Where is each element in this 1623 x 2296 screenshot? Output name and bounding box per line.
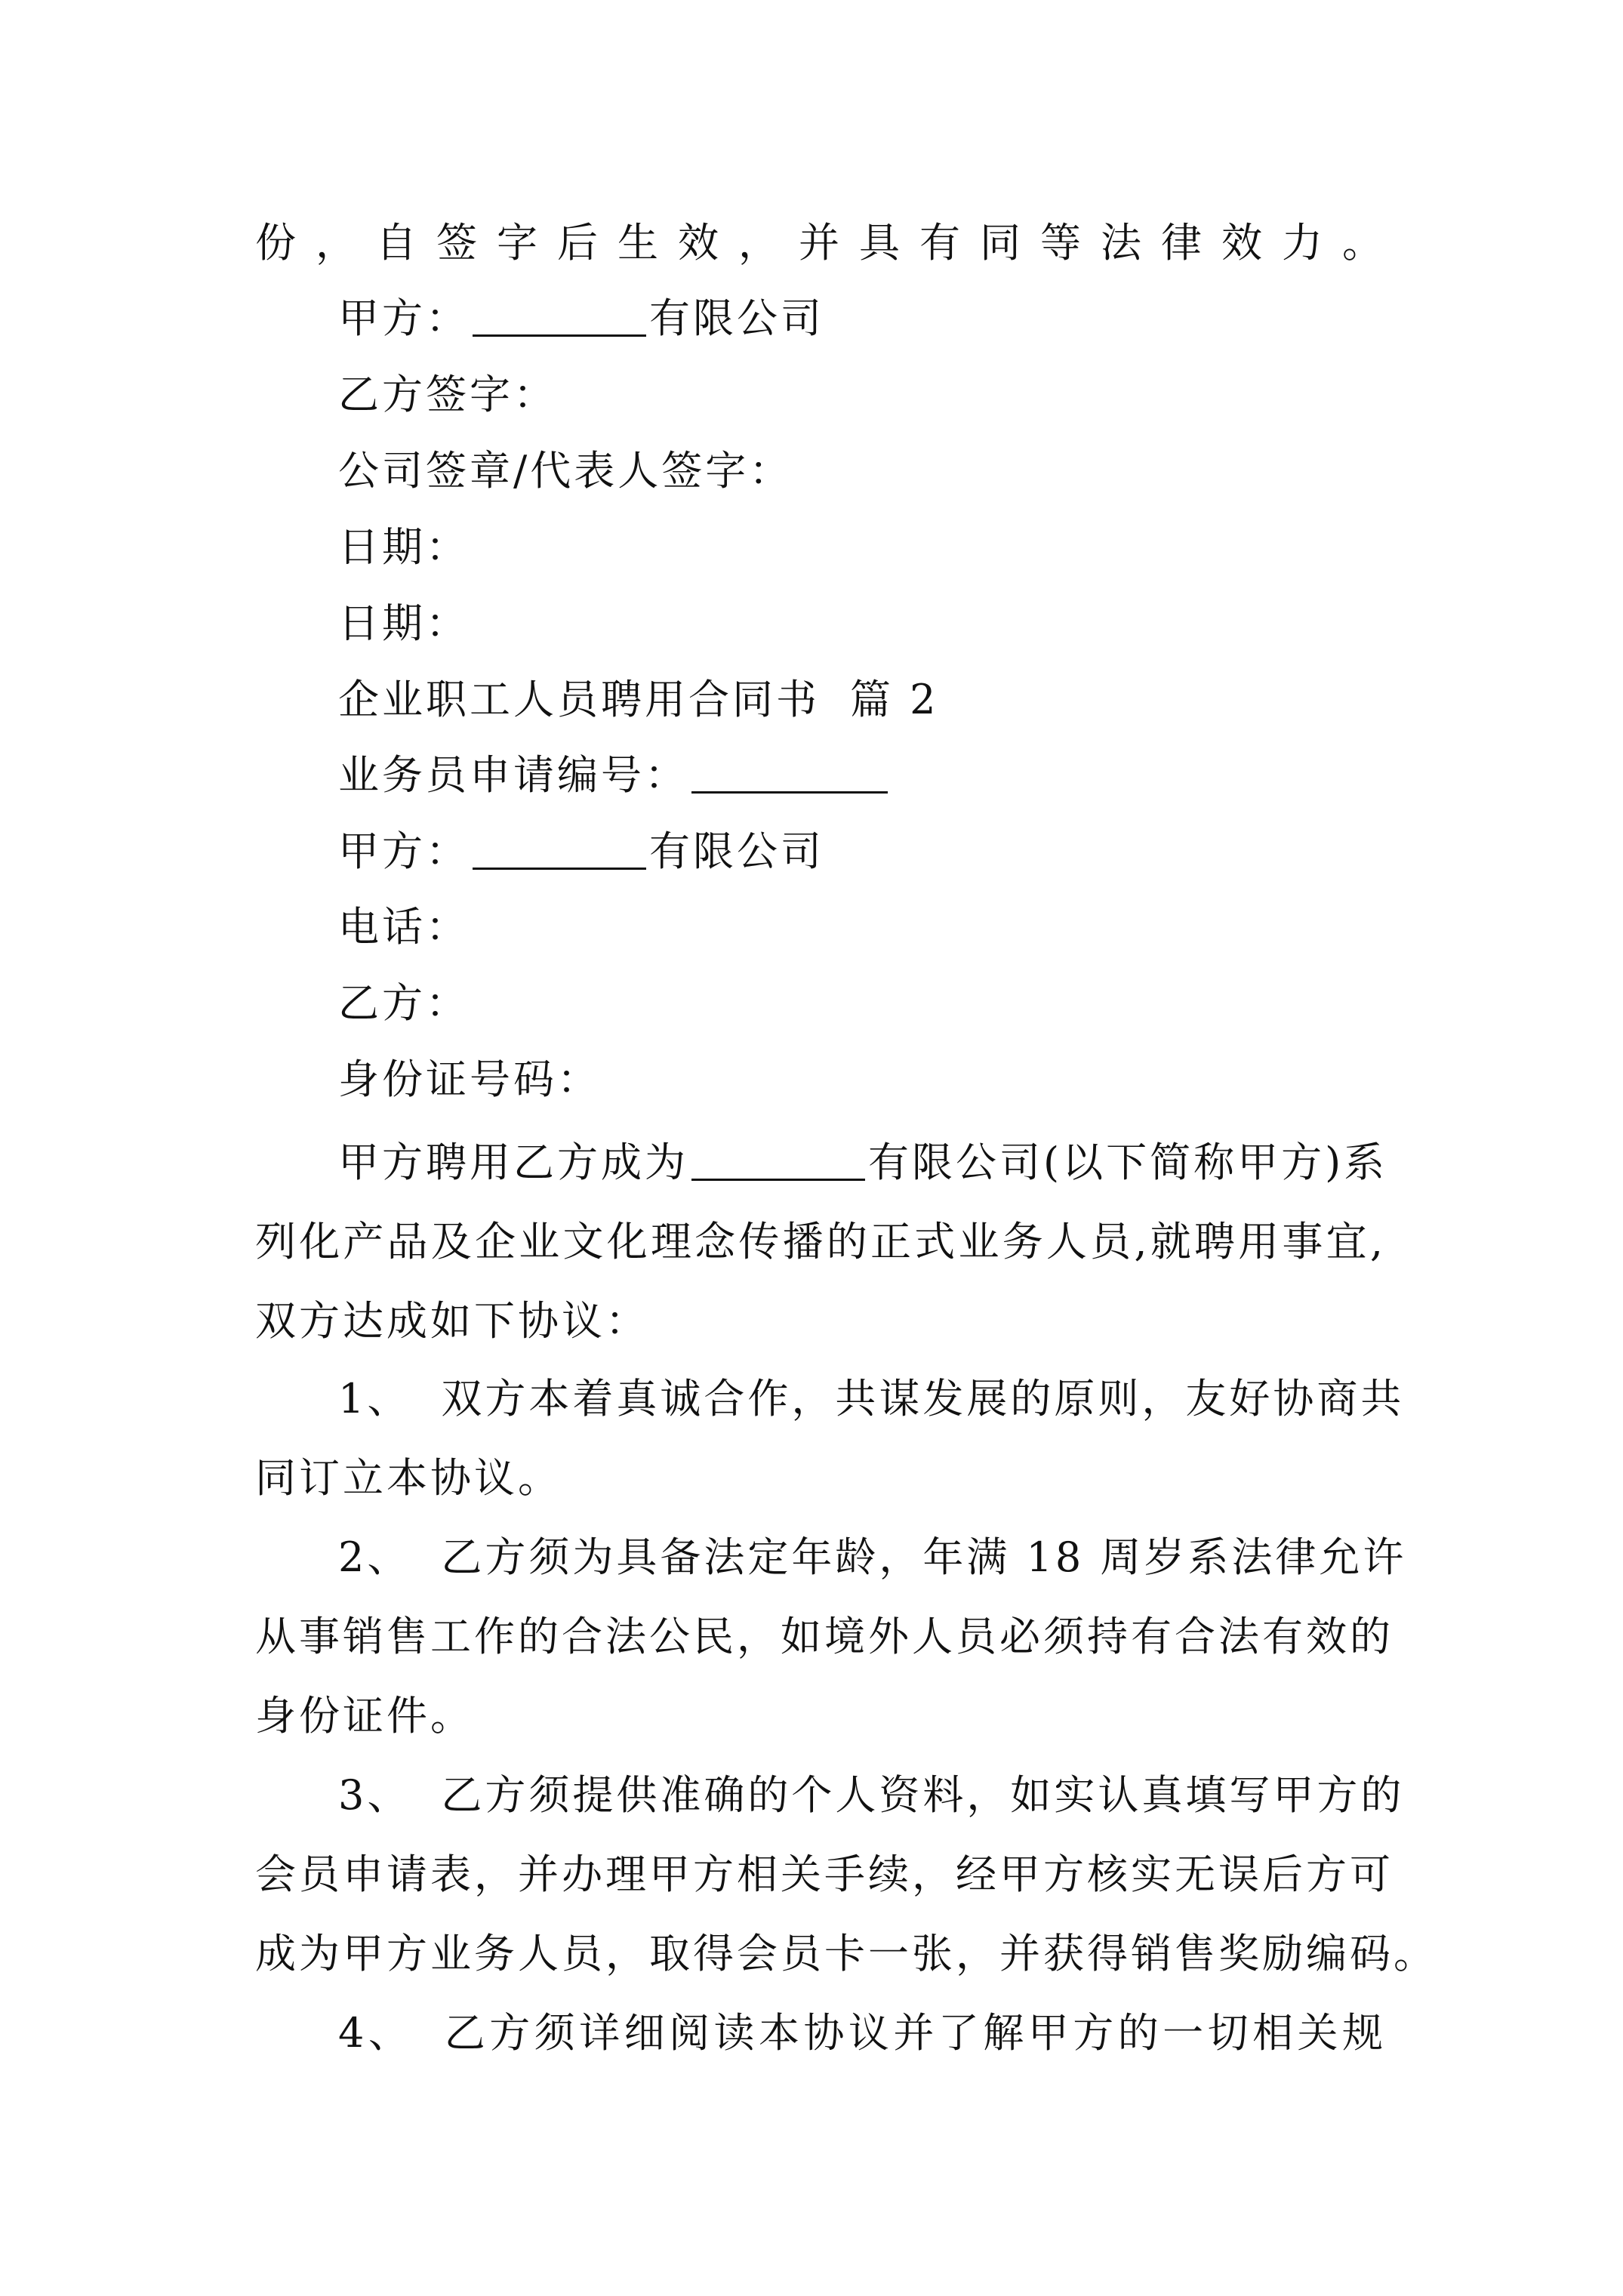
company-seal-line: 公司签章/代表人签字：: [338, 447, 793, 495]
clause-3-line-1: [338, 1758, 1405, 1833]
clause-2-line-1: [338, 1520, 1407, 1595]
party-b-signature: 乙方签字：: [338, 371, 557, 418]
preamble-line-3: 双方达成如下协议：: [255, 1297, 649, 1345]
preamble-line-1: [338, 1125, 1386, 1200]
clause-1-line-2: 同订立本协议。: [255, 1454, 562, 1502]
clause-2-line-2: 从事销售工作的合法公民，如境外人员必须持有合法有效的: [255, 1613, 1394, 1660]
section-heading: [338, 662, 939, 738]
party-a-suffix-2: 有限公司: [649, 827, 824, 875]
section-number: 篇 2: [850, 676, 939, 723]
clause-text: 乙方须详细阅读本协议并了解甲方的一切相关规: [443, 2009, 1387, 2057]
intro-line: 份，自签字后生效，并具有同等法律效力。: [255, 219, 1386, 267]
party-a-suffix: 有限公司: [649, 294, 824, 342]
application-number-blank: [691, 746, 888, 794]
section-title: 企业职工人员聘用合同书: [338, 676, 820, 723]
preamble-part-1: 甲方聘用乙方成为: [338, 1139, 688, 1186]
party-a-label: 甲方：: [338, 294, 470, 342]
clause-number: 4、: [338, 2009, 414, 2057]
date-line-1: 日期：: [338, 523, 470, 571]
application-number-line: [338, 738, 891, 813]
party-b-line: 乙方：: [338, 979, 470, 1027]
party-a-line-2: [338, 814, 824, 889]
clause-text: 乙方须提供准确的个人资料，如实认真填写甲方的: [441, 1771, 1405, 1819]
clause-2-line-3: 身份证件。: [255, 1692, 474, 1740]
party-a-label-2: 甲方：: [338, 827, 470, 875]
company-name-blank-2: [473, 822, 646, 870]
clause-4-line-1: [338, 1996, 1386, 2071]
clause-number: 3、: [338, 1771, 411, 1819]
clause-number: 2、: [338, 1533, 411, 1581]
date-line-2: 日期：: [338, 599, 470, 647]
clause-number: 1、: [338, 1375, 411, 1422]
clause-3-line-3: 成为甲方业务人员，取得会员卡一张，并获得销售奖励编码。: [255, 1930, 1437, 1977]
clause-text: 乙方须为具备法定年龄，年满 18 周岁系法律允许: [441, 1533, 1407, 1581]
clause-text: 双方本着真诚合作，共谋发展的原则，友好协商共: [441, 1375, 1405, 1422]
preamble-company-blank: [691, 1133, 865, 1181]
application-number-label: 业务员申请编号：: [338, 751, 688, 799]
preamble-part-2: 有限公司(以下简称甲方)系: [868, 1139, 1388, 1186]
company-name-blank: [473, 289, 646, 337]
id-number-line: 身份证号码：: [338, 1056, 601, 1103]
preamble-line-2: 列化产品及企业文化理念传播的正式业务人员,就聘用事宜,: [255, 1218, 1386, 1265]
clause-1-line-1: [338, 1361, 1405, 1437]
phone-line: 电话：: [338, 903, 470, 951]
party-a-line: [338, 281, 824, 356]
clause-3-line-2: 会员申请表，并办理甲方相关手续，经甲方核实无误后方可: [255, 1851, 1394, 1898]
